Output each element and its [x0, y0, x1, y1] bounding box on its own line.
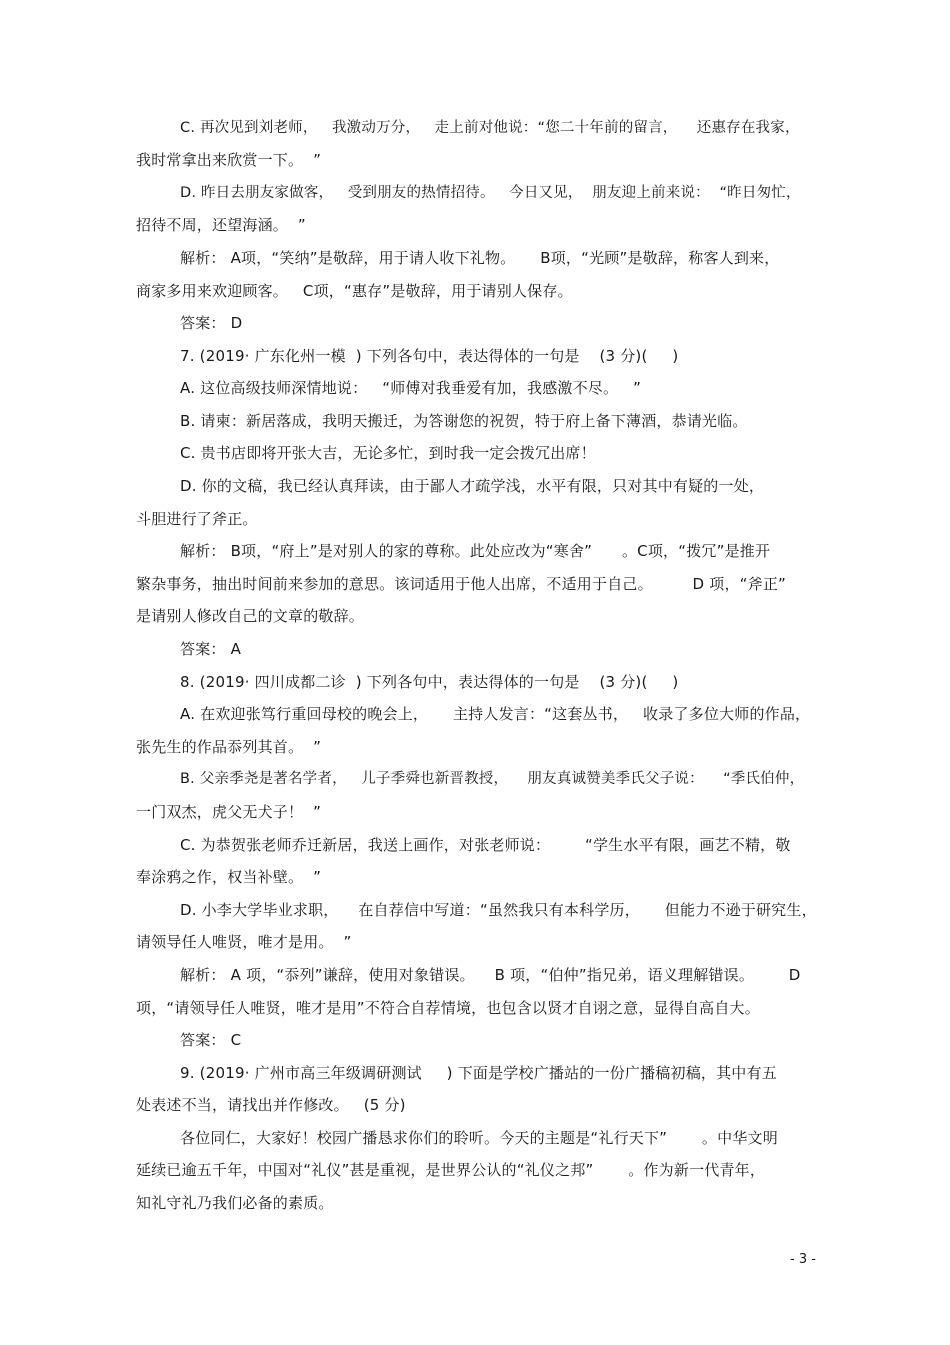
text-line: 招待不周，还望海涵。 ”	[136, 216, 306, 234]
passage-line: 各位同仁，大家好！校园广播恳求你们的聆听。今天的主题是“礼行天下” 。中华文明	[180, 1129, 778, 1147]
analysis-line: 解析： A 项，“忝列”谦辞，使用对象错误。 B 项，“伯仲”指兄弟，语义理解错误。 D	[180, 966, 801, 984]
text-line: 处表述不当，请找出并作修改。 (5 分)	[136, 1096, 406, 1114]
text-line: 商家多用来欢迎顾客。 C项，“惠存”是敬辞，用于请别人保存。	[136, 282, 573, 300]
page-number: - 3 -	[790, 1252, 816, 1267]
text-line: C. 再次见到刘老师， 我激动万分， 走上前对他说：“您二十年前的留言， 还惠存在我家，	[180, 120, 800, 136]
option-d: D. 你的文稿，我已经认真拜读，由于鄙人才疏学浅，水平有限，只对其中有疑的一处，	[180, 477, 765, 495]
option-c: C. 贵书店即将开张大吉，无论多忙，到时我一定会拨冗出席！	[180, 444, 596, 462]
text-line: 张先生的作品忝列其首。 ”	[136, 738, 322, 756]
text-line: 奉涂鸦之作，权当补壁。 ”	[136, 868, 322, 886]
text-line: 解析： A项，“笑纳”是敬辞，用于请人收下礼物。 B项，“光顾”是敬辞，称客人到来，	[180, 249, 780, 267]
text-line: 一门双杰，虎父无犬子！ ”	[136, 803, 322, 821]
text-line: D. 昨日去朋友家做客， 受到朋友的热情招待。 今日又见， 朋友迎上前来说： “昨日匆忙，	[180, 185, 801, 201]
option-a: A. 在欢迎张笃行重回母校的晚会上， 主持人发言：“这套丛书， 收录了多位大师的作品，	[180, 705, 811, 723]
answer-line: 答案： C	[180, 1031, 242, 1049]
text-line: 项，“请领导任人唯贤，唯才是用”不符合自荐情境，也包含以贤才自诩之意，显得自高自大。	[136, 999, 760, 1017]
text-line: 是请别人修改自己的文章的敬辞。	[136, 607, 365, 625]
question-heading: 9. (2019· 广州市高三年级调研测试 ) 下面是学校广播站的一份广播稿初稿，其中有五	[180, 1064, 777, 1082]
question-heading: 7. (2019· 广东化州一模 ) 下列各句中，表达得体的一句是 (3 分)( )	[180, 347, 679, 365]
option-b: B. 请柬：新居落成，我明天搬迁，为答谢您的祝贺，特于府上备下薄酒，恭请光临。	[180, 412, 748, 430]
text-line: 繁杂事务，抽出时间前来参加的意思。该词适用于他人出席，不适用于自己。 D 项，“斧正”	[136, 575, 787, 593]
option-d: D. 小李大学毕业求职， 在自荐信中写道：“虽然我只有本科学历， 但能力不逊于研究生，	[180, 901, 817, 919]
text-line: 请领导任人唯贤，唯才是用。 ”	[136, 933, 352, 951]
option-a: A. 这位高级技师深情地说： “师傅对我垂爱有加，我感激不尽。 ”	[180, 379, 642, 397]
answer-line: 答案： A	[180, 640, 242, 658]
question-heading: 8. (2019· 四川成都二诊 ) 下列各句中，表达得体的一句是 (3 分)( )	[180, 673, 679, 691]
answer-line: 答案： D	[180, 314, 243, 332]
text-line: 斗胆进行了斧正。	[136, 510, 258, 528]
option-b: B. 父亲季尧是著名学者， 儿子季舜也新晋教授， 朋友真诚赞美季氏父子说： “季氏伯仲，	[180, 771, 805, 787]
passage-line: 延续已逾五千年，中国对“礼仪”甚是重视，是世界公认的“礼仪之邦” 。作为新一代青年，	[136, 1161, 766, 1179]
option-c: C. 为恭贺张老师乔迁新居，我送上画作，对张老师说： “学生水平有限，画艺不精，敬	[180, 836, 791, 854]
text-line: 我时常拿出来欣赏一下。 ”	[136, 151, 322, 169]
passage-line: 知礼守礼乃我们必备的素质。	[136, 1194, 334, 1212]
analysis-line: 解析： B项，“府上”是对别人的家的尊称。此处应改为“寒舍” 。C项，“拨冗”是推开	[180, 542, 771, 560]
